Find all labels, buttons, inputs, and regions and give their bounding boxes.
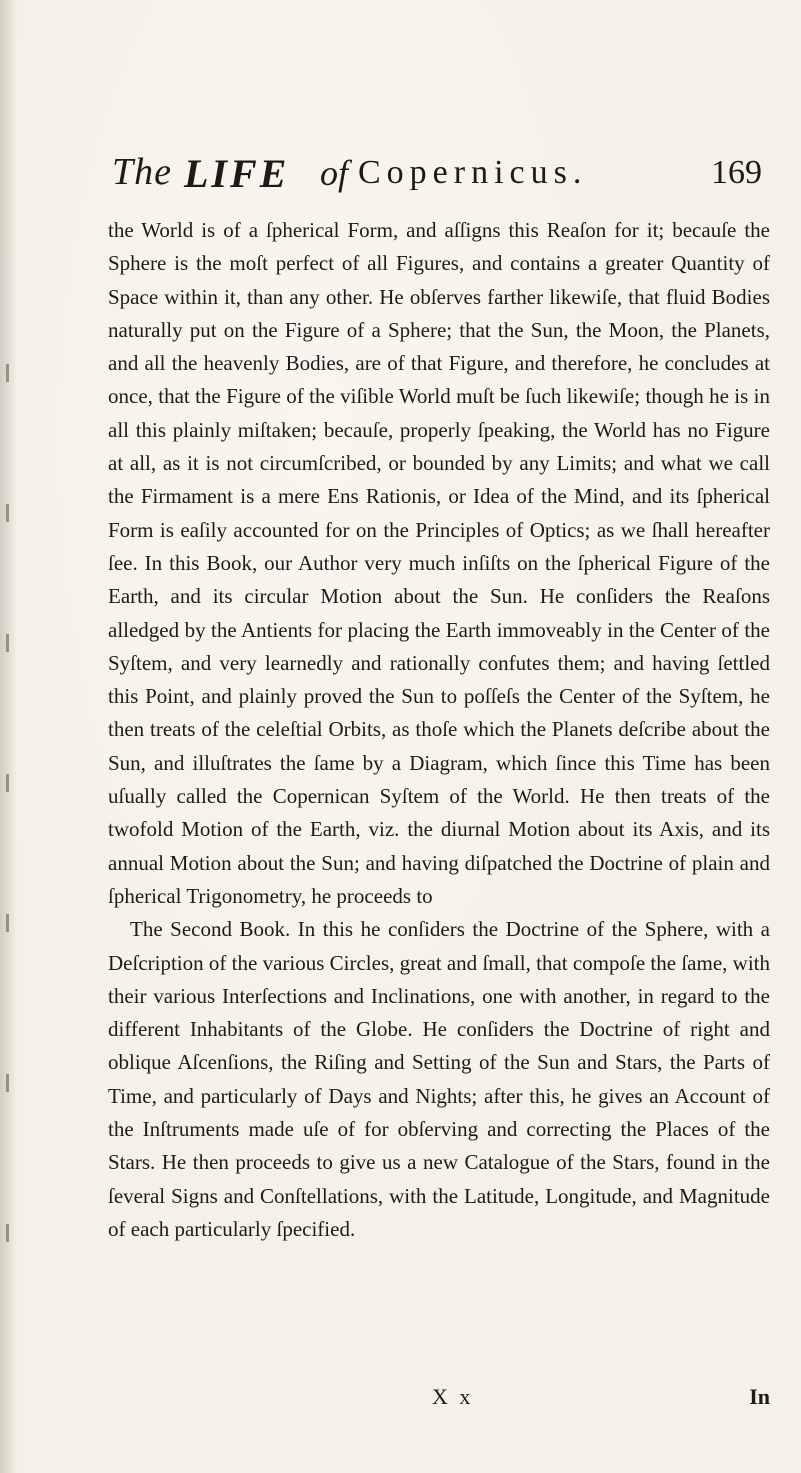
paragraph-second-book: The Second Book. In this he conſiders the Doctrine of the Sphere, with a Deſcription of the various Circles, great and ſmall, that compoſe the ſame, with their various Interſections and Inclinations, one with another, in regard to the different Inhabitants of the Globe. He conſiders the Doctrine of right and oblique Aſcenſions, the Riſing and Setting of the Sun and Stars, the Parts of Time, and particularly of Days and Nights; after this, he gives an Account of the Inſtruments made uſe of for obſerving and correcting the Places of the Stars. He then proceeds to give us a new Catalogue of the Stars, found in the ſeveral Signs and Conſtellations, with the Latitude, Longitude, and Magnitude of each particularly ſpecified. [108, 917, 770, 1241]
page-footer [108, 1384, 770, 1418]
running-head [112, 150, 762, 208]
margin-marks [0, 214, 30, 1364]
running-head-of: of [320, 153, 349, 193]
signature-mark: X x [432, 1384, 474, 1409]
paragraph-first-book-continued: the World is of a ſpherical Form, and aſſigns this Reaſon for it; becauſe the Sphere is the moſt perfect of all Figures, and contains a greater Quantity of Space within it, than any other. He obſerves farther likewiſe, that fluid Bodies naturally put on the Figure of a Sphere; that the Sun, the Moon, the Planets, and all the heavenly Bodies, are of that Figure, and therefore, he concludes at once, that the Figure of the viſible World muſt be ſuch likewiſe; though he is in all this plainly miſtaken; becauſe, properly ſpeaking, the World has no Figure at all, as it is not circumſcribed, or bounded by any Limits; and what we call the Firmament is a mere Ens Rationis, or Idea of the Mind, and its ſpherical Form is eaſily accounted for on the Principles of Optics; as we ſhall hereafter ſee. In this Book, our Author very much inſiſts on the ſpherical Figure of the Earth, and its circular Motion about the Sun. He conſiders the Reaſons alledged by the Antients for placing the Earth immoveably in the Center of the Syſtem, and very learnedly and rationally confutes them; and having ſettled this Point, and plainly proved the Sun to poſſeſs the Center of the Syſtem, he then treats of the celeſtial Orbits, as thoſe which the Planets deſcribe about the Sun, and illuſtrates the ſame by a Diagram, which ſince this Time has been uſually called the Copernican Syſtem of the World. He then treats of the twofold Motion of the Earth, viz. the diurnal Motion about its Axis, and its annual Motion about the Sun; and having diſpatched the Doctrine of plain and ſpherical Trigonometry, he proceeds to [108, 218, 770, 908]
page-number: 169 [711, 154, 762, 191]
running-head-life: LIFE [184, 151, 290, 196]
running-head-the: The [112, 151, 172, 193]
body-text [108, 214, 770, 1246]
running-head-name: Copernicus. [358, 154, 588, 191]
catchword: In [749, 1384, 770, 1409]
